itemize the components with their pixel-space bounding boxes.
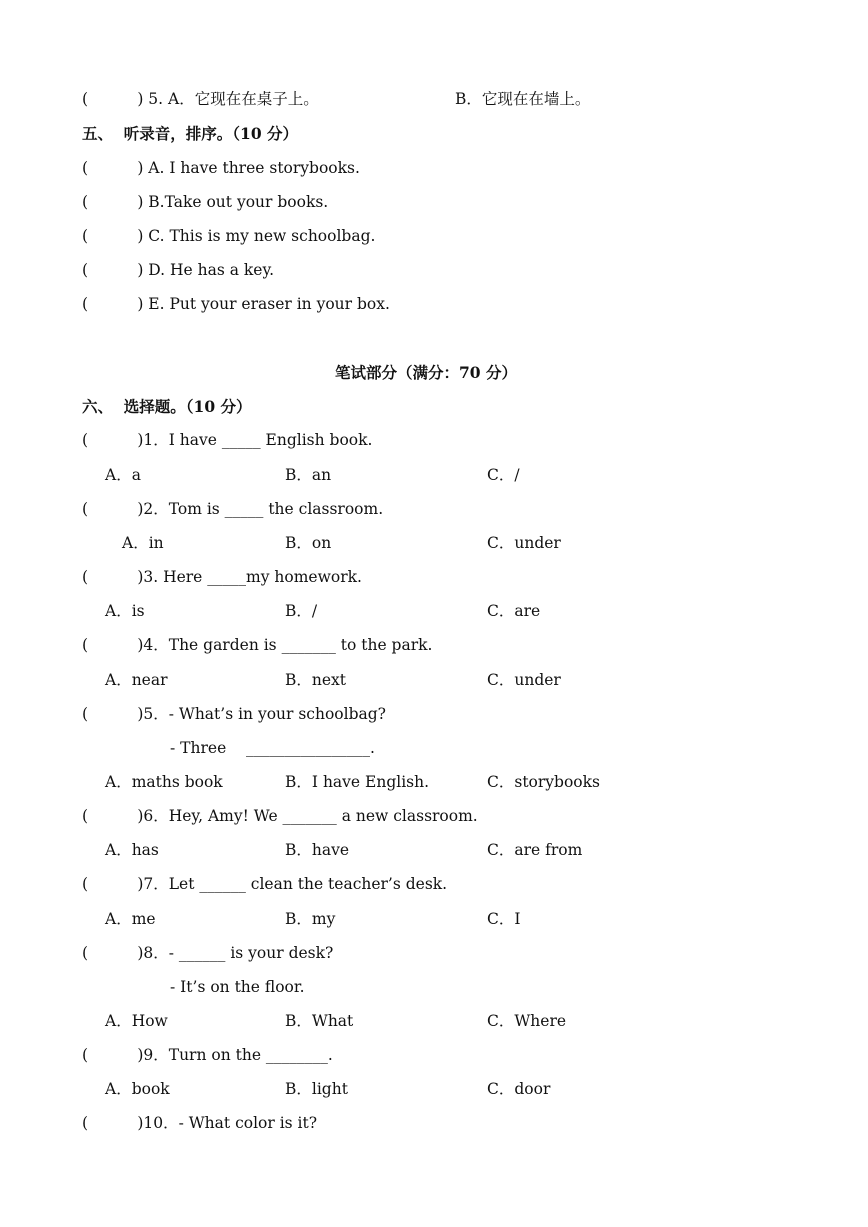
q9-option-b: B．light [285, 1080, 348, 1098]
q3-option-b: B．/ [285, 602, 318, 620]
q8-option-c: C．Where [487, 1012, 567, 1030]
q2-option-c: C．under [487, 534, 561, 552]
q7-option-a: A．me [105, 910, 156, 928]
q9-option-a: A．book [105, 1080, 170, 1098]
question-6: ( )6．Hey, Amy! We _______ a new classroom. [82, 807, 478, 825]
section-6-title: 六、 选择题。（10 分） [82, 397, 252, 416]
order-item-a: ( ) A. I have three storybooks. [82, 159, 360, 177]
q5-option-b: B．I have English. [285, 773, 430, 791]
question-10: ( )10．- What color is it? [82, 1114, 318, 1132]
order-item-e: ( ) E. Put your eraser in your box. [82, 295, 390, 313]
question-5: ( )5．- What’s in your schoolbag? [82, 705, 386, 723]
q8-option-b: B．What [285, 1012, 354, 1030]
q6-option-c: C．are from [487, 841, 583, 859]
item-5-option-b: B．它现在在墙上。 [455, 90, 591, 108]
order-item-d: ( ) D. He has a key. [82, 261, 275, 279]
q4-option-c: C．under [487, 671, 561, 689]
q8-option-a: A．How [105, 1012, 168, 1030]
q6-option-b: B．have [285, 841, 350, 859]
q3-option-a: A．is [105, 602, 145, 620]
q9-option-c: C．door [487, 1080, 551, 1098]
question-1: ( )1．I have _____ English book. [82, 431, 373, 449]
order-item-c: ( ) C. This is my new schoolbag. [82, 227, 376, 245]
q7-option-c: C．I [487, 910, 521, 928]
question-4: ( )4．The garden is _______ to the park. [82, 636, 433, 654]
q5-option-a: A．maths book [105, 773, 223, 791]
q5-option-c: C．storybooks [487, 773, 600, 791]
q2-option-a: A．in [122, 534, 164, 552]
q1-option-a: A．a [105, 466, 141, 484]
q4-option-a: A．near [105, 671, 168, 689]
q1-option-b: B．an [285, 466, 332, 484]
question-3: ( )3. Here _____my homework. [82, 568, 362, 586]
q7-option-b: B．my [285, 910, 336, 928]
question-2: ( )2．Tom is _____ the classroom. [82, 500, 384, 518]
question-7: ( )7．Let ______ clean the teacher’s desk. [82, 875, 448, 893]
question-5-reply: - Three ________________. [170, 739, 375, 757]
section-5-title: 五、 听录音，排序。（10 分） [82, 124, 299, 143]
item-5-option-a: ( ) 5. A．它现在在桌子上。 [82, 90, 319, 108]
q1-option-c: C．/ [487, 466, 520, 484]
q4-option-b: B．next [285, 671, 347, 689]
written-part-heading: 笔试部分（满分：70 分） [335, 363, 517, 382]
order-item-b: ( ) B.Take out your books. [82, 193, 329, 211]
question-8-reply: - It’s on the floor. [170, 978, 305, 996]
q6-option-a: A．has [105, 841, 159, 859]
question-9: ( )9．Turn on the ________. [82, 1046, 333, 1064]
question-8: ( )8．- ______ is your desk? [82, 944, 334, 962]
q3-option-c: C．are [487, 602, 541, 620]
q2-option-b: B．on [285, 534, 332, 552]
